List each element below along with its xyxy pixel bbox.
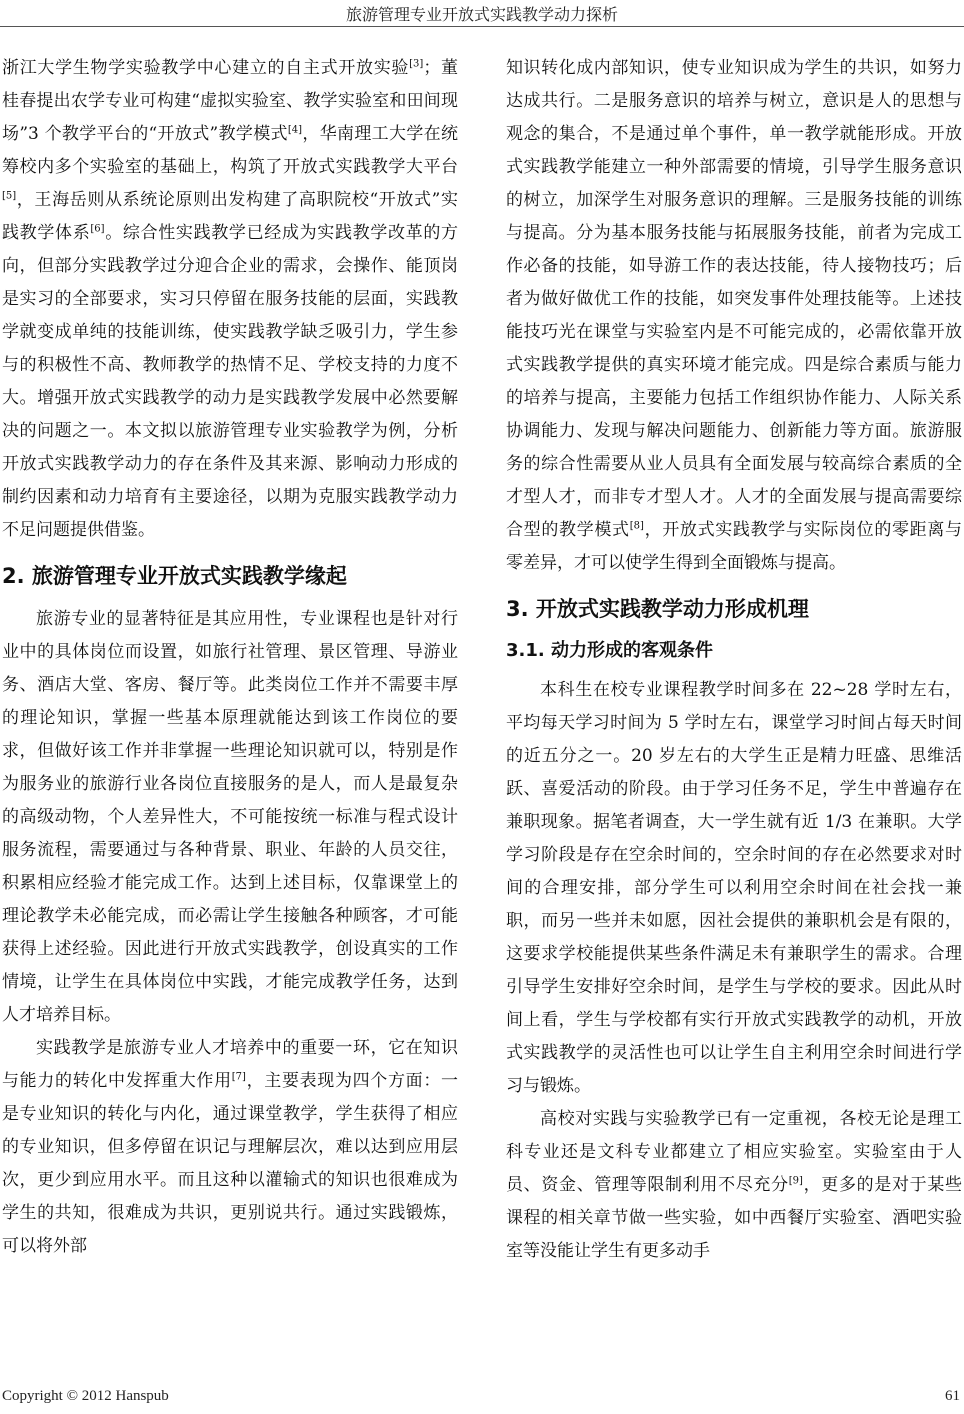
text: ；董桂春提出农学专业可构建“虚拟实验室、教学实验室和田间现场”3 个教学平台的“开放式”教学模式 xyxy=(2,58,459,144)
subsection-heading: 3.1. 动力形成的客观条件 xyxy=(506,640,713,661)
text: 高校对实践与实验教学已有一定重视，各校无论是理工科专业还是文科专业都建立了相应实验室。实验室由于人员、资金、管理等限制利用不尽充分 xyxy=(506,1109,962,1195)
paragraph xyxy=(2,52,458,547)
citation: [5] xyxy=(2,190,17,202)
text: 知识转化成内部知识，使专业知识成为学生的共识，如努力达成共行。二是服务意识的培养与树立，意识是人的思想与观念的集合，不是通过单个事件，单一教学就能形成。开放式实践教学能建立一种外部需要的情境，引导学生服务意识的树立，加深学生对服务意识的理解。三是服务技能的训练与提高。分为基本服务技能与拓展服务技能，前者为完成工作必备的技能，如导游工作的表达技能，待人接物技巧；后者为做好做优工作的技能，如突发事件处理技能等。上述技能技巧光在课堂与实验室内是不可能完成的，必需依靠开放式实践教学提供的真实环境才能完成。四是综合素质与能力的培养与提高，主要能力包括工作组织协作能力、人际关系协调能力、发现与解决问题能力、创新能力等方面。旅游服务的综合性需要从业人员具有全面发展与较高综合素质的全才型人才，而非专才型人才。人才的全面发展与提高需要综合型的教学模式 xyxy=(506,58,962,540)
copyright: Copyright © 2012 Hanspub xyxy=(2,1388,169,1404)
right-column xyxy=(506,52,962,1268)
paragraph: 本科生在校专业课程教学时间多在 22~28 学时左右，平均每天学习时间为 5 学时左右，课堂学习时间占每天时间的近五分之一。20 岁左右的大学生正是精力旺盛、思维活跃、喜爱活动的阶段。由于学习任务不足，学生中普遍存在兼职现象。据笔者调查，大一学生就有近 1/3 在兼职。大学学习阶段是存在空余时间的，空余时间的存在必然要求对时间的合理安排，部分学生可以利用空余时间在社会找一兼职，而另一些并未如愿，因社会提供的兼职机会是有限的，这要求学校能提供某些条件满足未有兼职学生的需求。合理引导学生安排好空余时间，是学生与学校的要求。因此从时间上看，学生与学校都有实行开放式实践教学的动机，开放式实践教学的灵活性也可以让学生自主利用空余时间进行学习与锻炼。 xyxy=(506,680,962,1096)
text: ，王海岳则从系统论原则出发构建了高职院校“开放式”实践教学体系 xyxy=(2,190,458,243)
citation: [8] xyxy=(629,520,644,532)
paragraph xyxy=(506,1103,962,1268)
text: ，开放式实践教学与实际岗位的零距离与零差异，才可以使学生得到全面锻炼与提高。 xyxy=(506,520,963,573)
citation: [7] xyxy=(231,1071,246,1083)
citation: [9] xyxy=(788,1175,803,1187)
paragraph: 旅游专业的显著特征是其应用性，专业课程也是针对行业中的具体岗位而设置，如旅行社管理、景区管理、导游业务、酒店大堂、客房、餐厅等。此类岗位工作并不需要丰厚的理论知识，掌握一些基本原理就能达到该工作岗位的要求，但做好该工作并非掌握一些理论知识就可以，特别是作为服务业的旅游行业各岗位直接服务的是人，而人是最复杂的高级动物，个人差异性大，不可能按统一标准与程式设计服务流程，需要通过与各种背景、职业、年龄的人员交往，积累相应经验才能完成工作。达到上述目标，仅靠课堂上的理论教学未必能完成，而必需让学生接触各种顾客，才可能获得上述经验。因此进行开放式实践教学，创设真实的工作情境，让学生在具体岗位中实践，才能完成教学任务，达到人才培养目标。 xyxy=(2,609,458,1025)
text: 实践教学是旅游专业人才培养中的重要一环，它在知识与能力的转化中发挥重大作用 xyxy=(2,1038,458,1091)
paragraph xyxy=(506,52,962,580)
running-head: 旅游管理专业开放式实践教学动力探析 xyxy=(345,5,618,24)
text: ，更多的是对于某些课程的相关章节做一些实验，如中西餐厅实验室、酒吧实验室等没能让学生有更多动手 xyxy=(506,1175,963,1261)
text: 浙江大学生物学实验教学中心建立的自主式开放实验 xyxy=(2,58,410,78)
page-number: 61 xyxy=(945,1388,960,1404)
text: ，主要表现为四个方面：一是专业知识的转化与内化，通过课堂教学，学生获得了相应的专业知识，但多停留在识记与理解层次，难以达到应用层次，更少到应用水平。而且这种以灌输式的知识也很难成为学生的共知，很难成为共识，更别说共行。通过实践锻炼，可以将外部 xyxy=(2,1071,458,1256)
text: ，华南理工大学在统筹校内多个实验室的基础上，构筑了开放式实践教学大平台 xyxy=(2,124,458,177)
text: 。综合性实践教学已经成为实践教学改革的方向，但部分实践教学过分迎合企业的需求，会操作、能顶岗是实习的全部要求，实习只停留在服务技能的层面，实践教学就变成单纯的技能训练，使实践教学缺乏吸引力，学生参与的积极性不高、教师教学的热情不足、学校支持的力度不大。增强开放式实践教学的动力是实践教学发展中必然要解决的问题之一。本文拟以旅游管理专业实验教学为例，分析开放式实践教学动力的存在条件及其来源、影响动力形成的制约因素和动力培育有主要途径，以期为克服实践教学动力不足问题提供借鉴。 xyxy=(2,223,459,540)
section-heading: 2. 旅游管理专业开放式实践教学缘起 xyxy=(2,564,347,588)
paragraph xyxy=(2,1032,458,1263)
citation: [4] xyxy=(287,124,303,136)
citation: [3] xyxy=(409,58,424,70)
citation: [6] xyxy=(90,223,105,235)
left-column xyxy=(2,52,458,1263)
header-rule xyxy=(0,26,964,27)
section-heading: 3. 开放式实践教学动力形成机理 xyxy=(506,597,809,621)
